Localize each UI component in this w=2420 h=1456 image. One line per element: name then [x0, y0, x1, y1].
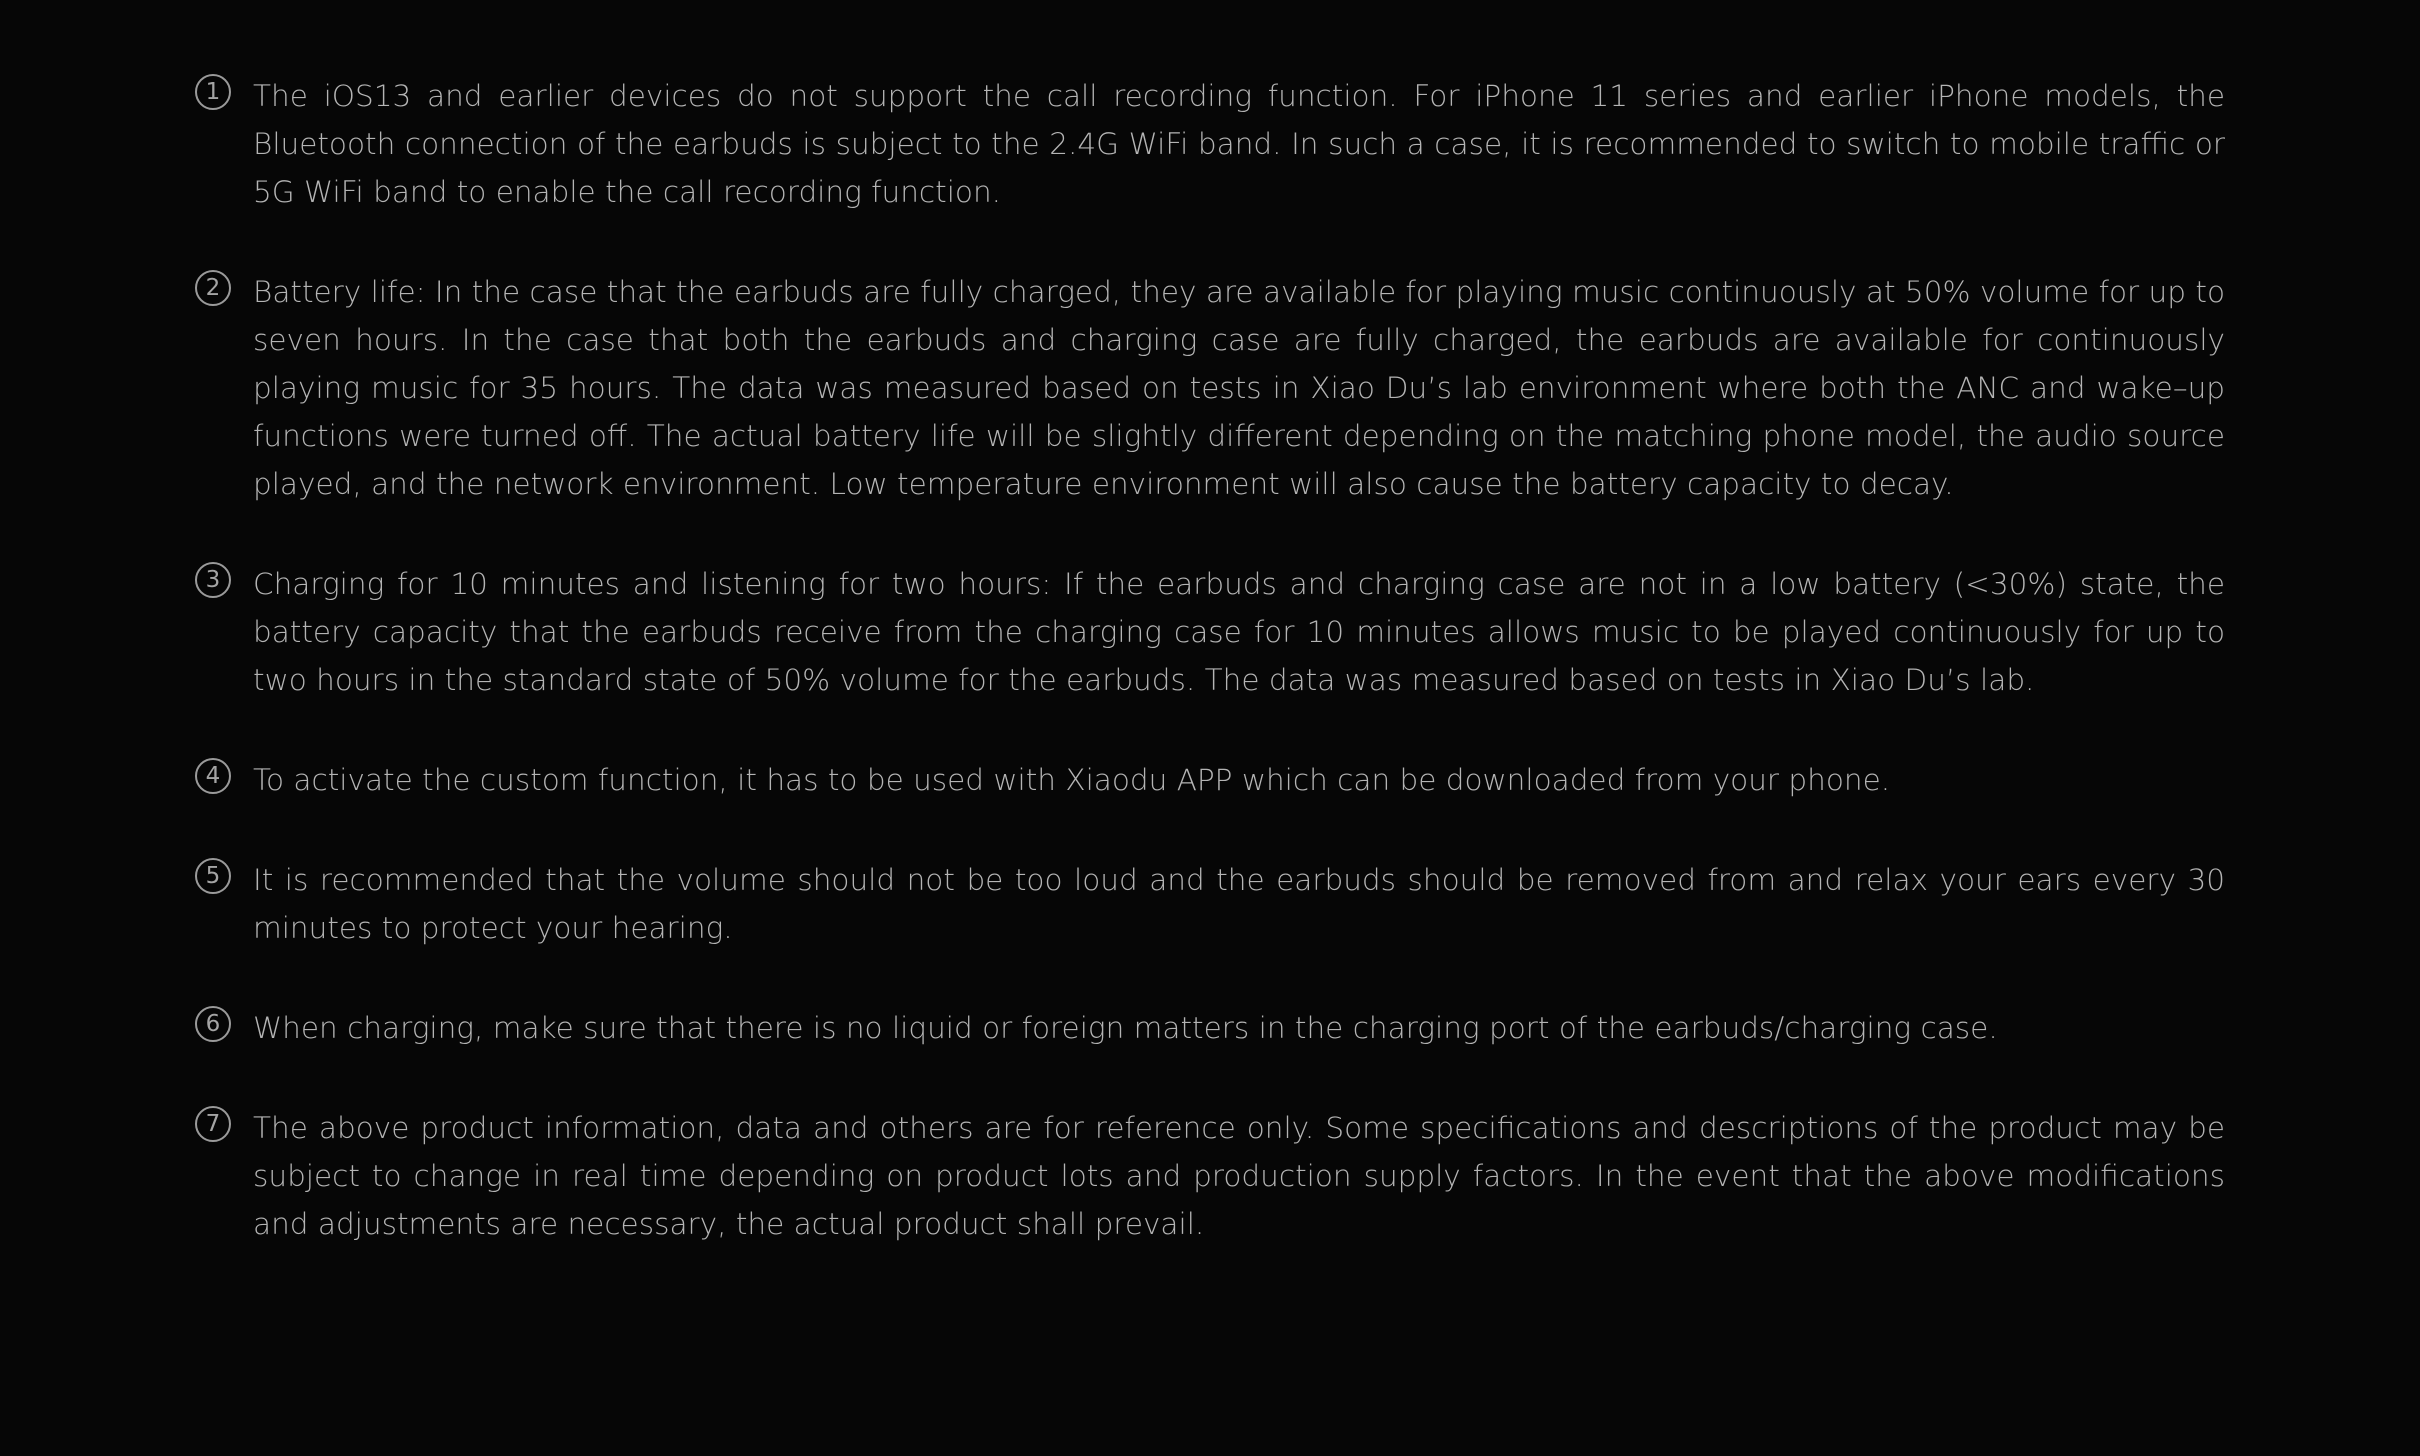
footnote-text: To activate the custom function, it has to be used with Xiaodu APP which can be downloaded from your phone.: [253, 763, 1891, 797]
footnote-text: Charging for 10 minutes and listening for two hours: If the earbuds and charging case are not in a low battery (<30%) state, the battery capacity that the earbuds receive from the charging case for 10 minutes allows music to be played continuously for up to two hours in the standard state of 50% volume for the earbuds. The data was measured based on tests in Xiao Du’s lab.: [253, 567, 2225, 697]
footnote-text: It is recommended that the volume should not be too loud and the earbuds should be removed from and relax your ears every 30 minutes to protect your hearing.: [253, 863, 2225, 945]
footnote-item: [195, 268, 2225, 508]
footnote-item: [195, 560, 2225, 704]
footnote-number-badge: 2: [195, 270, 231, 306]
footnote-number-badge: 3: [195, 562, 231, 598]
footnote-text: The above product information, data and others are for reference only. Some specifications and descriptions of the product may be subject to change in real time depending on product lots and production supply factors. In the event that the above modifications and adjustments are necessary, the actual product shall prevail.: [253, 1111, 2225, 1241]
footnote-number-badge: 6: [195, 1006, 231, 1042]
footnote-text: When charging, make sure that there is no liquid or foreign matters in the charging port of the earbuds/charging case.: [253, 1011, 1998, 1045]
footnote-item: [195, 72, 2225, 216]
footnote-item: [195, 1004, 2225, 1052]
footnote-number-badge: 4: [195, 758, 231, 794]
footnote-number-badge: 7: [195, 1106, 231, 1142]
footnote-list: [195, 72, 2225, 1300]
footnote-item: [195, 756, 2225, 804]
footnote-text: Battery life: In the case that the earbuds are fully charged, they are available for playing music continuously at 50% volume for up to seven hours. In the case that both the earbuds and charging case are fully charged, the earbuds are available for continuously playing music for 35 hours. The data was measured based on tests in Xiao Du’s lab environment where both the ANC and wake–up functions were turned off. The actual battery life will be slightly different depending on the matching phone model, the audio source played, and the network environment. Low temperature environment will also cause the battery capacity to decay.: [253, 275, 2225, 501]
footnote-number-badge: 5: [195, 858, 231, 894]
footnote-item: [195, 1104, 2225, 1248]
footnote-item: [195, 856, 2225, 952]
footnote-number-badge: 1: [195, 74, 231, 110]
footnote-text: The iOS13 and earlier devices do not support the call recording function. For iPhone 11 series and earlier iPhone models, the Bluetooth connection of the earbuds is subject to the 2.4G WiFi band. In such a case, it is recommended to switch to mobile traffic or 5G WiFi band to enable the call recording function.: [253, 79, 2225, 209]
